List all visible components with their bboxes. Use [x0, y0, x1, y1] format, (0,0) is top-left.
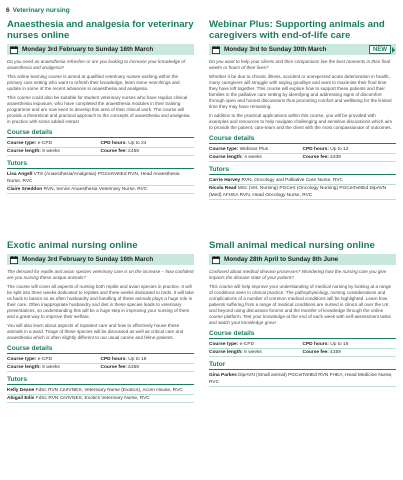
details-row: [209, 349, 396, 357]
course-anaesthesia: [7, 19, 194, 224]
course-length-value: 4 weeks: [244, 155, 262, 160]
badge-arrow-icon: [392, 47, 395, 53]
cpd-hours-value: Up to 18: [128, 357, 147, 362]
course-description: You will also learn about aspects of inpatient care and how to effectively house these animals in a ward. Triage of these species will be discussed as well as critical care and anaesthesia which is often slightly different to our usual canine and feline patients.: [7, 323, 184, 340]
tutor-name: Kelly Deane: [7, 388, 35, 393]
tutor-name: Carrie Harvey: [209, 178, 241, 183]
course-details-heading: Course details: [209, 330, 396, 339]
section-title: Veterinary nursing: [12, 7, 70, 14]
course-type-value: e-CPD: [37, 141, 53, 146]
course-description: This online learning course is aimed at qualified veterinary nurses working within the primary care setting who want to refresh their knowledge, learn some new things and update in some of the recent advances in anaesthesia and analgesia.: [7, 74, 180, 91]
course-dates: Monday 3rd to Sunday 30th March: [224, 46, 327, 53]
course-type-value: e-CPD: [37, 357, 53, 362]
course-type-label: Course type:: [209, 147, 239, 152]
course-length-value: 6 weeks: [244, 350, 262, 355]
tutor-credentials: MSc (Vet. Nursing) PGCert (Oncology Nursing) PGCertVetEd DipAVN (Med) AFHEA RVN, Head Oncology Nurse, RVC: [209, 186, 387, 198]
course-description: This course will help improve your understanding of medical nursing by looking at a range of conditions seen in clinical practice. The pathophysiology, nursing considerations and complications of a number of common medical conditions will be highlighted. Learn how patients suffering from a range of medical conditions are nursed in clinics all over the UK and beyond using discussion forums and the transfer of knowledge through the online course platform. Test your knowledge at the end of each week with self-assessment tasks and watch your knowledge grow!: [209, 284, 392, 325]
tutors-heading: Tutor: [209, 361, 396, 370]
course-title: Small animal medical nursing online: [209, 240, 375, 251]
course-fee-label: Course fee:: [100, 149, 127, 154]
details-row: [7, 140, 194, 148]
course-length-label: Course length:: [7, 149, 41, 154]
tutor-credentials: RVN, Senior Anaesthesia Veterinary Nurse, RVC: [43, 187, 148, 192]
course-type-label: Course type:: [7, 141, 37, 146]
tutors-heading: Tutors: [209, 166, 396, 175]
page-number: 6: [6, 7, 10, 14]
course-intro: Confused about medical disease processes? Wondering how the nursing care you give impacts the disease state of your patient?: [209, 269, 387, 280]
cpd-hours-label: CPD hours:: [100, 141, 127, 146]
course-type-label: Course type:: [7, 357, 37, 362]
tutor-credentials: DipAVN (Small animal) PGCertVetEd RVN FHEA, Head Medicine Nurse, RVC: [209, 373, 393, 385]
course-description: The course will cover all aspects of nursing both reptile and avian species in practice. It will be split into three weeks dedicated to reptiles and three weeks dedicated to birds. It will take us back to basics so as often husbandry and handling of these animals plays a huge role in their care. Often inappropriate husbandry and diet in these species leads to veterinary presentations, so understanding this will be a huge step in improving your nursing of them and a great way to improve their welfare.: [7, 284, 194, 319]
course-type-value: e-CPD: [239, 342, 255, 347]
course-dates: Monday 28th April to Sunday 8th June: [224, 256, 339, 263]
calendar-icon: [10, 256, 18, 264]
course-fee-label: Course fee:: [302, 350, 329, 355]
tutor-entry: [7, 171, 194, 186]
course-description: Whether it be due to chronic illness, accident or unexpected acute deterioration in health, many caregivers will struggle with saying goodbye and want to maximise their final time they have left together. This course will explore how to support these patients and their families in the palliative care setting by identifying and addressing signs of discomfort through open and honest discussions thus promoting comfort and wellbeing for the limited time they may have remaining.: [209, 74, 392, 109]
new-badge: NEW: [369, 45, 391, 54]
course-fee-value: £339: [330, 155, 341, 160]
course-title: Anaesthesia and analgesia for veterinary nurses online: [7, 19, 194, 41]
cpd-hours-value: Up to 24: [128, 141, 147, 146]
course-title: Exotic animal nursing online: [7, 240, 138, 251]
course-length-value: 8 weeks: [42, 149, 60, 154]
tutors-heading: Tutors: [7, 160, 194, 169]
tutor-entry: [209, 372, 396, 387]
course-intro: The demand for reptile and avian species veterinary care is on the increase – how confident are you nursing these unique animals?: [7, 269, 194, 280]
details-row: [209, 146, 396, 154]
tutor-entry: [209, 177, 396, 185]
course-length-label: Course length:: [209, 155, 243, 160]
course-fee-value: £359: [128, 365, 139, 370]
course-description: In addition to the practical applications within this course, you will be provided with examples and resources to help navigate challenging and sensitive discussions which aim to provide the patient, care-team and the client with the most compassionate of outcomes.: [209, 113, 393, 130]
course-details-heading: Course details: [209, 135, 396, 144]
details-row: [209, 341, 396, 349]
tutor-entry: [209, 185, 396, 200]
details-row: [209, 154, 396, 162]
course-medical-nursing: [209, 240, 396, 472]
course-fee-label: Course fee:: [100, 365, 127, 370]
tutor-credentials: VTS (Anaesthesia/Analgesia) PGCertVetEd RVN, Head Anaesthesia Nurse, RVC: [7, 172, 180, 184]
course-intro: Do you want to help your clients and their companions live the best moments in their final weeks or hours of their lives?: [209, 59, 391, 70]
calendar-icon: [10, 46, 18, 54]
tutor-name: Lisa Angell: [7, 172, 33, 177]
course-fee-label: Course fee:: [302, 155, 329, 160]
course-end-of-life-care: [209, 19, 396, 224]
tutor-name: Abigail Edis: [7, 396, 35, 401]
course-details-heading: Course details: [7, 345, 194, 354]
course-exotic-animal-nursing: [7, 240, 194, 472]
course-type-label: Course type:: [209, 342, 239, 347]
date-bar: [209, 254, 396, 265]
cpd-hours-value: Up to 12: [330, 147, 349, 152]
tutor-entry: [7, 186, 194, 194]
tutor-name: Claire Sneddon: [7, 187, 43, 192]
course-length-value: 6 weeks: [42, 365, 60, 370]
course-length-label: Course length:: [7, 365, 41, 370]
tutor-entry: [7, 395, 194, 403]
details-row: [7, 148, 194, 156]
cpd-hours-label: CPD hours:: [302, 342, 329, 347]
date-bar: [7, 254, 194, 265]
tutor-credentials: RVN, Oncology and Palliative Care Nurse, RVC: [241, 178, 343, 183]
cpd-hours-value: Up to 18: [330, 342, 349, 347]
tutors-heading: Tutors: [7, 376, 194, 385]
course-title: Webinar Plus: Supporting animals and caregivers with end-of-life care: [209, 19, 385, 41]
date-bar: [7, 44, 194, 55]
course-intro: Do you need an anaesthesia refresher or are you looking to increase your knowledge of anaesthesia and analgesia?: [7, 59, 186, 70]
date-bar: [209, 44, 396, 55]
cpd-hours-label: CPD hours:: [100, 357, 127, 362]
course-details-heading: Course details: [7, 129, 194, 138]
course-description: This course could also be suitable for student veterinary nurses who have regular clinical anaesthesia exposure, who have completed the anaesthesia modules in their training programme and are now keen to develop this area of their clinical work. The course will provide a theoretical and practical approach to the concepts of anaesthesia and analgesia in practice with some added extras!: [7, 95, 190, 124]
tutor-credentials: FdSc RVN CertVNES, Veterinary Nurse (Exotics), Acorn House, RVC: [35, 388, 183, 393]
course-fee-value: £359: [330, 350, 341, 355]
course-type-value: Webinar Plus: [239, 147, 269, 152]
calendar-icon: [212, 256, 220, 264]
course-dates: Monday 3rd February to Sunday 16th March: [22, 46, 154, 53]
tutor-entry: [7, 387, 194, 395]
calendar-icon: [212, 46, 220, 54]
course-fee-value: £459: [128, 149, 139, 154]
tutor-credentials: FdSc RVN CertVNES, Exotics Veterinary Nurse, RVC: [35, 396, 150, 401]
course-length-label: Course length:: [209, 350, 243, 355]
cpd-hours-label: CPD hours:: [302, 147, 329, 152]
tutor-name: Gina Parkes: [209, 373, 237, 378]
tutor-name: Nicola Read: [209, 186, 237, 191]
details-row: [7, 364, 194, 372]
details-row: [7, 356, 194, 364]
course-dates: Monday 3rd February to Sunday 16th March: [22, 256, 154, 263]
page-header: [6, 6, 70, 15]
